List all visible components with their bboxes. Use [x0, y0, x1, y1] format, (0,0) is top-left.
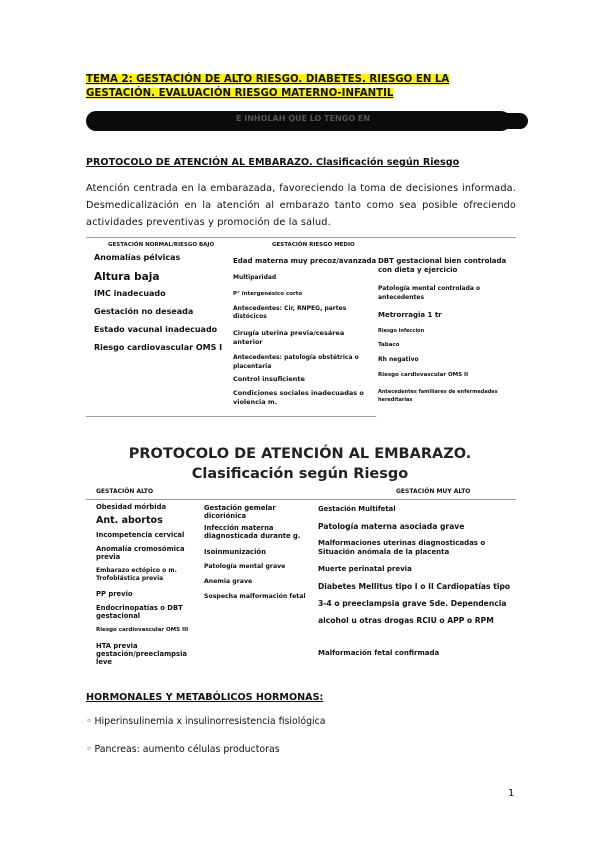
column-riesgo-medio-2 [378, 257, 516, 406]
risk-table-high [86, 484, 516, 674]
list-item: Patología materna asociada grave [318, 522, 465, 531]
list-item: Riesgo cardiovascular OMS III [96, 627, 189, 633]
list-item: Ant. abortos [96, 515, 163, 526]
protocol-title [0, 444, 600, 484]
list-item: Sospecha malformación fetal [204, 593, 306, 600]
list-item: Patología mental controlada o antecedentes [378, 285, 481, 301]
redacted-text: E INHOLAH QUE LO TENGO EN [236, 114, 371, 123]
list-item: Isoinmunización [204, 548, 266, 556]
list-item: Antecedentes familiares de enfermedades hereditarias [378, 389, 498, 403]
list-item: 3-4 o preeclampsia grave Sde. Dependencia [318, 599, 507, 608]
list-item: alcohol u otras drogas RCIU o APP o RPM [318, 616, 494, 625]
list-item: Antecedentes: Cir, RNPEG, partes distócicos [233, 305, 347, 320]
table-top-rule [86, 237, 516, 238]
list-item: PP previo [96, 590, 133, 598]
list-item: HTA previa gestación/preeclampsia leve [96, 642, 187, 666]
redaction-mark [498, 113, 528, 129]
list-item: Anemia grave [204, 578, 253, 585]
list-item: Control insuficiente [233, 375, 305, 383]
column-riesgo-muy-alto [318, 505, 516, 663]
list-item: Endocrinopatías o DBT gestacional [96, 604, 183, 620]
list-item: Patología mental grave [204, 563, 286, 570]
protocol-title-line1: PROTOCOLO DE ATENCIÓN AL EMBARAZO. [128, 446, 472, 462]
page-number: 1 [508, 788, 515, 799]
risk-table-low-medium [86, 237, 516, 417]
list-item: Estado vacunal inadecuado [94, 325, 218, 334]
list-item: Antecedentes: patología obstétrica o placentaria [233, 354, 359, 370]
header-riesgo-medio: GESTACIÓN RIESGO MEDIO [272, 242, 355, 248]
table-bottom-rule [86, 416, 376, 417]
list-item: Diabetes Mellitus tipo I o II Cardiopatías tipo [318, 582, 511, 591]
column-riesgo-medio [233, 257, 377, 409]
list-item: Infección materna diagnosticada durante g. [204, 524, 301, 540]
column-riesgo-alto-2 [204, 504, 314, 608]
column-riesgo-alto [96, 503, 204, 666]
section-heading-hormonales: HORMONALES Y METABÓLICOS HORMONAS: [86, 692, 324, 703]
section-paragraph: Atención centrada en la embarazada, favoreciendo la toma de decisiones informada. Desmedicalización en la atención al embarazo tanto como sea posible ofreciendo actividades preventivas y promoción de la salud. [86, 183, 516, 228]
list-item: Tabaco [378, 342, 400, 348]
column-riesgo-bajo [94, 253, 222, 361]
redacted-line [86, 111, 511, 131]
list-item: Embarazo ectópico o m. Trofoblástica previa [96, 567, 177, 582]
protocol-title-line2: Clasificación según Riesgo [191, 466, 409, 482]
list-item: Cirugía uterina previa/cesárea anterior [233, 329, 345, 346]
list-item: Edad materna muy precoz/avanzada [233, 257, 377, 265]
list-item: Obesidad mórbida [96, 503, 167, 511]
list-item: Malformación fetal confirmada [318, 649, 440, 657]
list-item: Muerte perinatal previa [318, 565, 412, 573]
list-item: DBT gestacional bien controlada con dieta y ejercicio [378, 257, 507, 274]
table-top-rule [86, 499, 516, 500]
list-item: Anomalías pélvicas [94, 253, 181, 262]
list-item: ◦ Pancreas: aumento células productoras [86, 744, 280, 755]
list-item: Anomalía cromosómica previa [96, 545, 185, 561]
list-item: Riesgo cardiovascular OMS II [378, 372, 469, 378]
list-item: P° intergenésico corto [233, 291, 303, 297]
header-riesgo-bajo: GESTACIÓN NORMAL/RIESGO BAJO [108, 242, 215, 248]
list-item: Riesgo cardiovascular OMS I [94, 343, 223, 352]
list-item: IMC inadecuado [94, 289, 166, 298]
list-item: Riesgo infección [378, 328, 425, 334]
list-item: ◦ Hiperinsulinemia x insulinorresistencia fisiológica [86, 716, 326, 727]
list-item: Metrorragia 1 tr [378, 311, 442, 319]
list-item: Altura baja [94, 271, 160, 283]
list-item: Rh negativo [378, 356, 419, 363]
list-item: Gestación gemelar dicoriónica [204, 504, 276, 520]
header-riesgo-alto: GESTACIÓN ALTO [96, 488, 154, 495]
header-riesgo-muy-alto: GESTACIÓN MUY ALTO [396, 488, 471, 495]
list-item: Multiparidad [233, 274, 277, 281]
list-item: Gestación Multifetal [318, 505, 396, 513]
document-title: TEMA 2: GESTACIÓN DE ALTO RIESGO. DIABETES. RIESGO EN LA GESTACIÓN. EVALUACIÓN RIESGO MATERNO-INFANTIL [86, 74, 450, 99]
section-heading-protocolo: PROTOCOLO DE ATENCIÓN AL EMBARAZO. Clasificación según Riesgo [86, 157, 460, 168]
list-item: Gestación no deseada [94, 307, 194, 316]
list-item: Incompetencia cervical [96, 531, 185, 539]
list-item: Malformaciones uterinas diagnosticadas o Situación anómala de la placenta [318, 539, 486, 556]
list-item: Condiciones sociales inadecuadas o violencia m. [233, 389, 364, 406]
